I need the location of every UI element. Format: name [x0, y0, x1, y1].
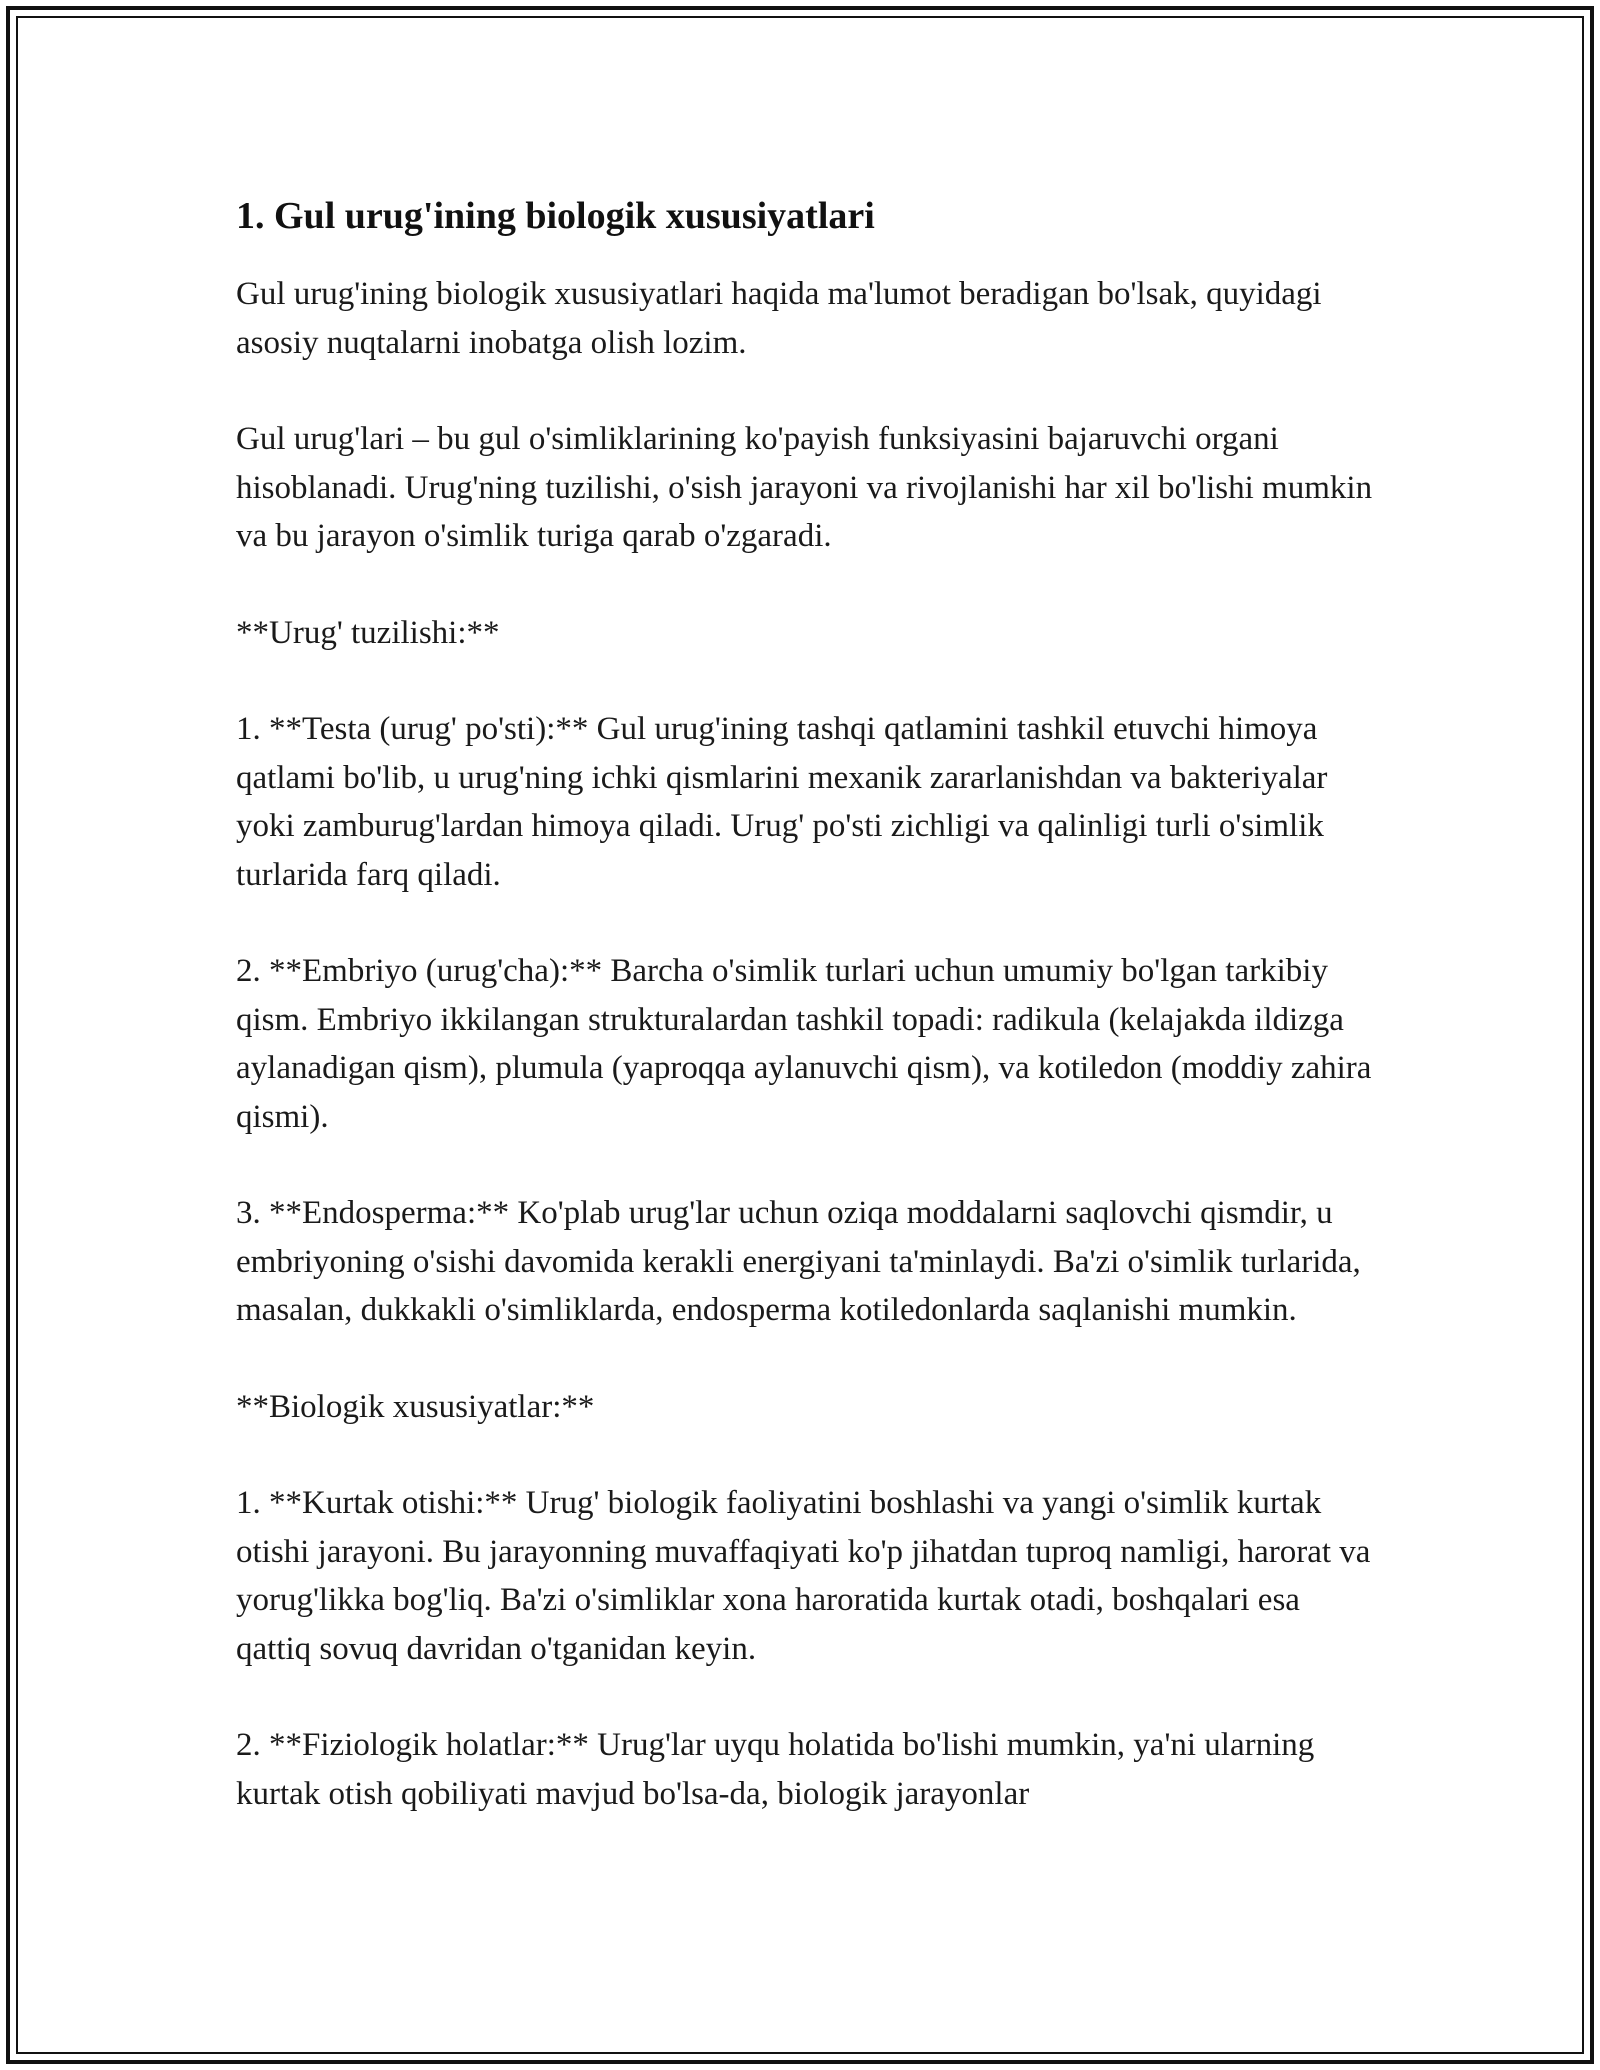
paragraph-definition: Gul urug'lari – bu gul o'simliklarining ko'payish funksiyasini bajaruvchi organi hisoblanadi. Urug'ning tuzilishi, o'sish jarayoni va rivojlanishi har xil bo'lishi mumkin va bu jarayon o'simlik turiga qarab o'zgaradi. [236, 421, 1373, 554]
list-item-physiological-states: 2. **Fiziologik holatlar:** Urug'lar uyqu holatida bo'lishi mumkin, ya'ni ularning kurtak otish qobiliyati mavjud bo'lsa-da, biologik jarayonlar [236, 1727, 1315, 1812]
section-heading-seed-structure: **Urug' tuzilishi:** [236, 614, 500, 651]
document-title: 1. Gul urug'ining biologik xususiyatlari [236, 195, 875, 237]
list-item-germination: 1. **Kurtak otishi:** Urug' biologik faoliyatini boshlashi va yangi o'simlik kurtak otishi jarayoni. Bu jarayonning muvaffaqiyati ko'p jihatdan tuproq namligi, harorat va yorug'likka bog'liq. Ba'zi o'simliklar xona haroratida kurtak otadi, boshqalari esa qattiq sovuq davridan o'tganidan keyin. [236, 1485, 1371, 1667]
list-item-embryo: 2. **Embriyo (urug'cha):** Barcha o'simlik turlari uchun umumiy bo'lgan tarkibiy qism. Embriyo ikkilangan strukturalardan tashkil topadi: radikula (kelajakda ildizga aylanadigan qism), plumula (yaproqqa aylanuvchi qism), va kotiledon (moddiy zahira qismi). [236, 953, 1372, 1135]
section-heading-biological-properties: **Biologik xususiyatlar:** [236, 1388, 595, 1425]
list-item-endosperm: 3. **Endosperma:** Ko'plab urug'lar uchun oziqa moddalarni saqlovchi qismdir, u embriyoning o'sishi davomida kerakli energiyani ta'minlaydi. Ba'zi o'simlik turlarida, masalan, dukkakli o'simliklarda, endosperma kotiledonlarda saqlanishi mumkin. [236, 1195, 1361, 1328]
list-item-testa: 1. **Testa (urug' po'sti):** Gul urug'ining tashqi qatlamini tashkil etuvchi himoya qatlami bo'lib, u urug'ning ichki qismlarini mexanik zararlanishdan va bakteriyalar yoki zamburug'lardan himoya qiladi. Urug' po'sti zichligi va qalinligi turli o'simlik turlarida farq qiladi. [236, 711, 1328, 893]
document-body [236, 188, 1376, 1866]
paragraph-intro: Gul urug'ining biologik xususiyatlari haqida ma'lumot beradigan bo'lsak, quyidagi asosiy nuqtalarni inobatga olish lozim. [236, 276, 1322, 361]
